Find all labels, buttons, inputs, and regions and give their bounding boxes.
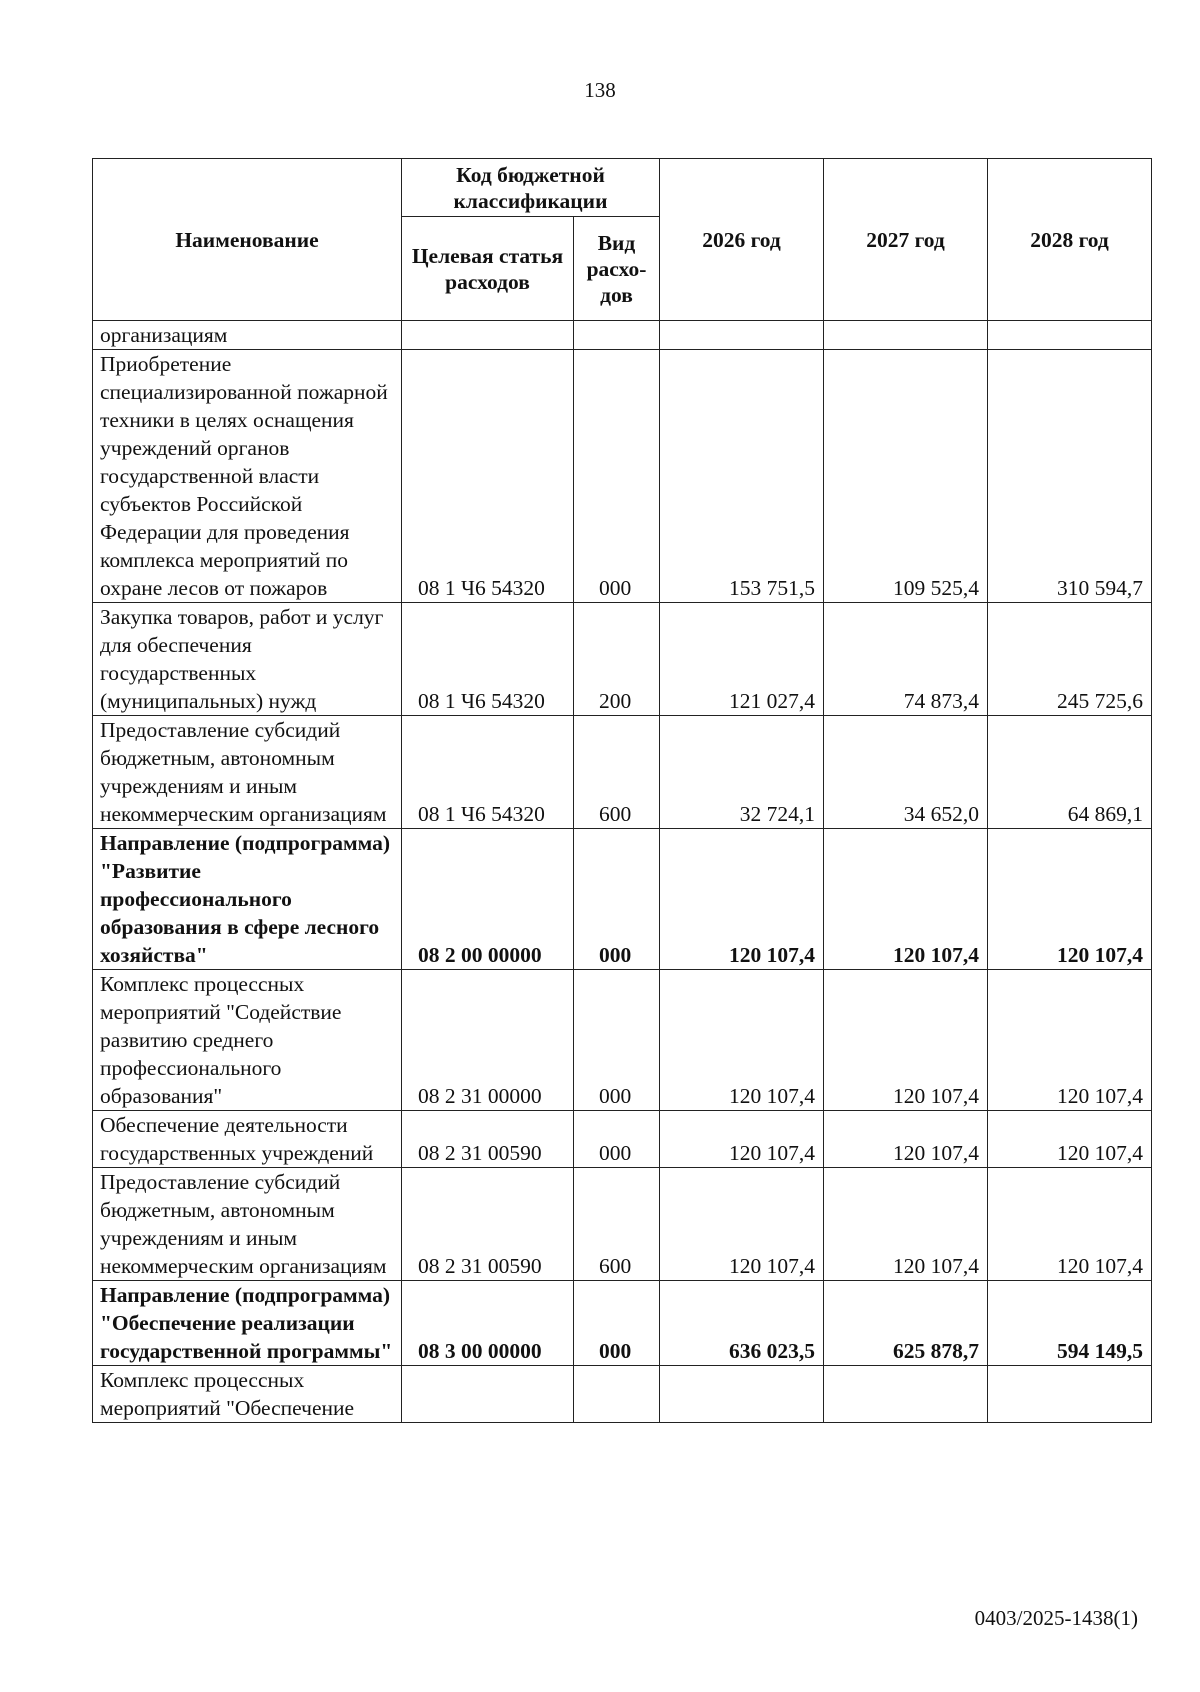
row-value-2027: 74 873,4 — [824, 603, 988, 716]
row-target-article: 08 3 00 00000 — [402, 1281, 574, 1366]
row-value-2028 — [988, 1366, 1152, 1423]
row-value-2028 — [988, 321, 1152, 350]
row-value-2028: 594 149,5 — [988, 1281, 1152, 1366]
row-value-2027: 109 525,4 — [824, 350, 988, 603]
header-name: Наименование — [93, 159, 402, 321]
row-value-2028: 64 869,1 — [988, 716, 1152, 829]
row-expense-kind: 000 — [574, 350, 660, 603]
row-target-article: 08 1 Ч6 54320 — [402, 716, 574, 829]
table-row — [93, 970, 1152, 1111]
header-budget-code: Код бюджетной классификации — [402, 159, 660, 217]
row-name: Обеспечение деятельности государственных учреждений — [93, 1111, 402, 1168]
row-value-2027: 120 107,4 — [824, 1111, 988, 1168]
row-value-2026: 120 107,4 — [660, 970, 824, 1111]
budget-table — [92, 158, 1152, 1423]
row-target-article — [402, 321, 574, 350]
table-row — [93, 829, 1152, 970]
header-target-article: Целевая статья расходов — [402, 217, 574, 321]
table-row — [93, 603, 1152, 716]
row-value-2026: 32 724,1 — [660, 716, 824, 829]
row-expense-kind: 600 — [574, 716, 660, 829]
table-row — [93, 716, 1152, 829]
table-row — [93, 1111, 1152, 1168]
row-value-2027: 120 107,4 — [824, 970, 988, 1111]
row-value-2026: 121 027,4 — [660, 603, 824, 716]
row-value-2026: 120 107,4 — [660, 829, 824, 970]
table-header — [93, 159, 1152, 321]
header-expense-kind: Вид расхо-дов — [574, 217, 660, 321]
row-target-article: 08 2 31 00590 — [402, 1111, 574, 1168]
row-value-2028: 310 594,7 — [988, 350, 1152, 603]
row-name: Комплекс процессных мероприятий "Обеспечение — [93, 1366, 402, 1423]
row-value-2028: 120 107,4 — [988, 970, 1152, 1111]
row-value-2027: 120 107,4 — [824, 1168, 988, 1281]
row-target-article: 08 2 00 00000 — [402, 829, 574, 970]
row-name: Приобретение специализированной пожарной техники в целях оснащения учреждений органов государственной власти субъектов Российской Федерации для проведения комплекса мероприятий по охране лесов от пожаров — [93, 350, 402, 603]
row-value-2026: 153 751,5 — [660, 350, 824, 603]
row-value-2027 — [824, 1366, 988, 1423]
row-expense-kind: 000 — [574, 1281, 660, 1366]
row-name: Направление (подпрограмма) "Обеспечение реализации государственной программы" — [93, 1281, 402, 1366]
row-value-2027: 34 652,0 — [824, 716, 988, 829]
table-body — [93, 321, 1152, 1423]
row-expense-kind — [574, 321, 660, 350]
row-value-2027: 625 878,7 — [824, 1281, 988, 1366]
row-value-2028: 245 725,6 — [988, 603, 1152, 716]
row-target-article: 08 2 31 00000 — [402, 970, 574, 1111]
row-expense-kind: 000 — [574, 1111, 660, 1168]
row-value-2028: 120 107,4 — [988, 829, 1152, 970]
row-value-2027 — [824, 321, 988, 350]
row-value-2026 — [660, 321, 824, 350]
row-value-2026: 120 107,4 — [660, 1168, 824, 1281]
table-row — [93, 1281, 1152, 1366]
row-value-2027: 120 107,4 — [824, 829, 988, 970]
page-number: 138 — [584, 78, 616, 102]
row-name: Предоставление субсидий бюджетным, автономным учреждениям и иным некоммерческим организациям — [93, 716, 402, 829]
row-name: Предоставление субсидий бюджетным, автономным учреждениям и иным некоммерческим организациям — [93, 1168, 402, 1281]
table-row — [93, 1366, 1152, 1423]
header-year-2026: 2026 год — [660, 159, 824, 321]
row-name: организациям — [93, 321, 402, 350]
table-row — [93, 321, 1152, 350]
header-year-2027: 2027 год — [824, 159, 988, 321]
row-expense-kind — [574, 1366, 660, 1423]
row-value-2026: 120 107,4 — [660, 1111, 824, 1168]
row-expense-kind: 000 — [574, 970, 660, 1111]
row-target-article: 08 1 Ч6 54320 — [402, 350, 574, 603]
row-expense-kind: 600 — [574, 1168, 660, 1281]
row-name: Направление (подпрограмма) "Развитие профессионального образования в сфере лесного хозяйства" — [93, 829, 402, 970]
row-value-2028: 120 107,4 — [988, 1168, 1152, 1281]
row-value-2026 — [660, 1366, 824, 1423]
document-code: 0403/2025-1438(1) — [974, 1606, 1138, 1630]
row-expense-kind: 000 — [574, 829, 660, 970]
row-target-article: 08 2 31 00590 — [402, 1168, 574, 1281]
row-target-article: 08 1 Ч6 54320 — [402, 603, 574, 716]
row-expense-kind: 200 — [574, 603, 660, 716]
table-row — [93, 1168, 1152, 1281]
row-value-2028: 120 107,4 — [988, 1111, 1152, 1168]
header-year-2028: 2028 год — [988, 159, 1152, 321]
row-name: Закупка товаров, работ и услуг для обеспечения государственных (муниципальных) нужд — [93, 603, 402, 716]
row-name: Комплекс процессных мероприятий "Содействие развитию среднего профессионального образования" — [93, 970, 402, 1111]
row-value-2026: 636 023,5 — [660, 1281, 824, 1366]
row-target-article — [402, 1366, 574, 1423]
table-row — [93, 350, 1152, 603]
